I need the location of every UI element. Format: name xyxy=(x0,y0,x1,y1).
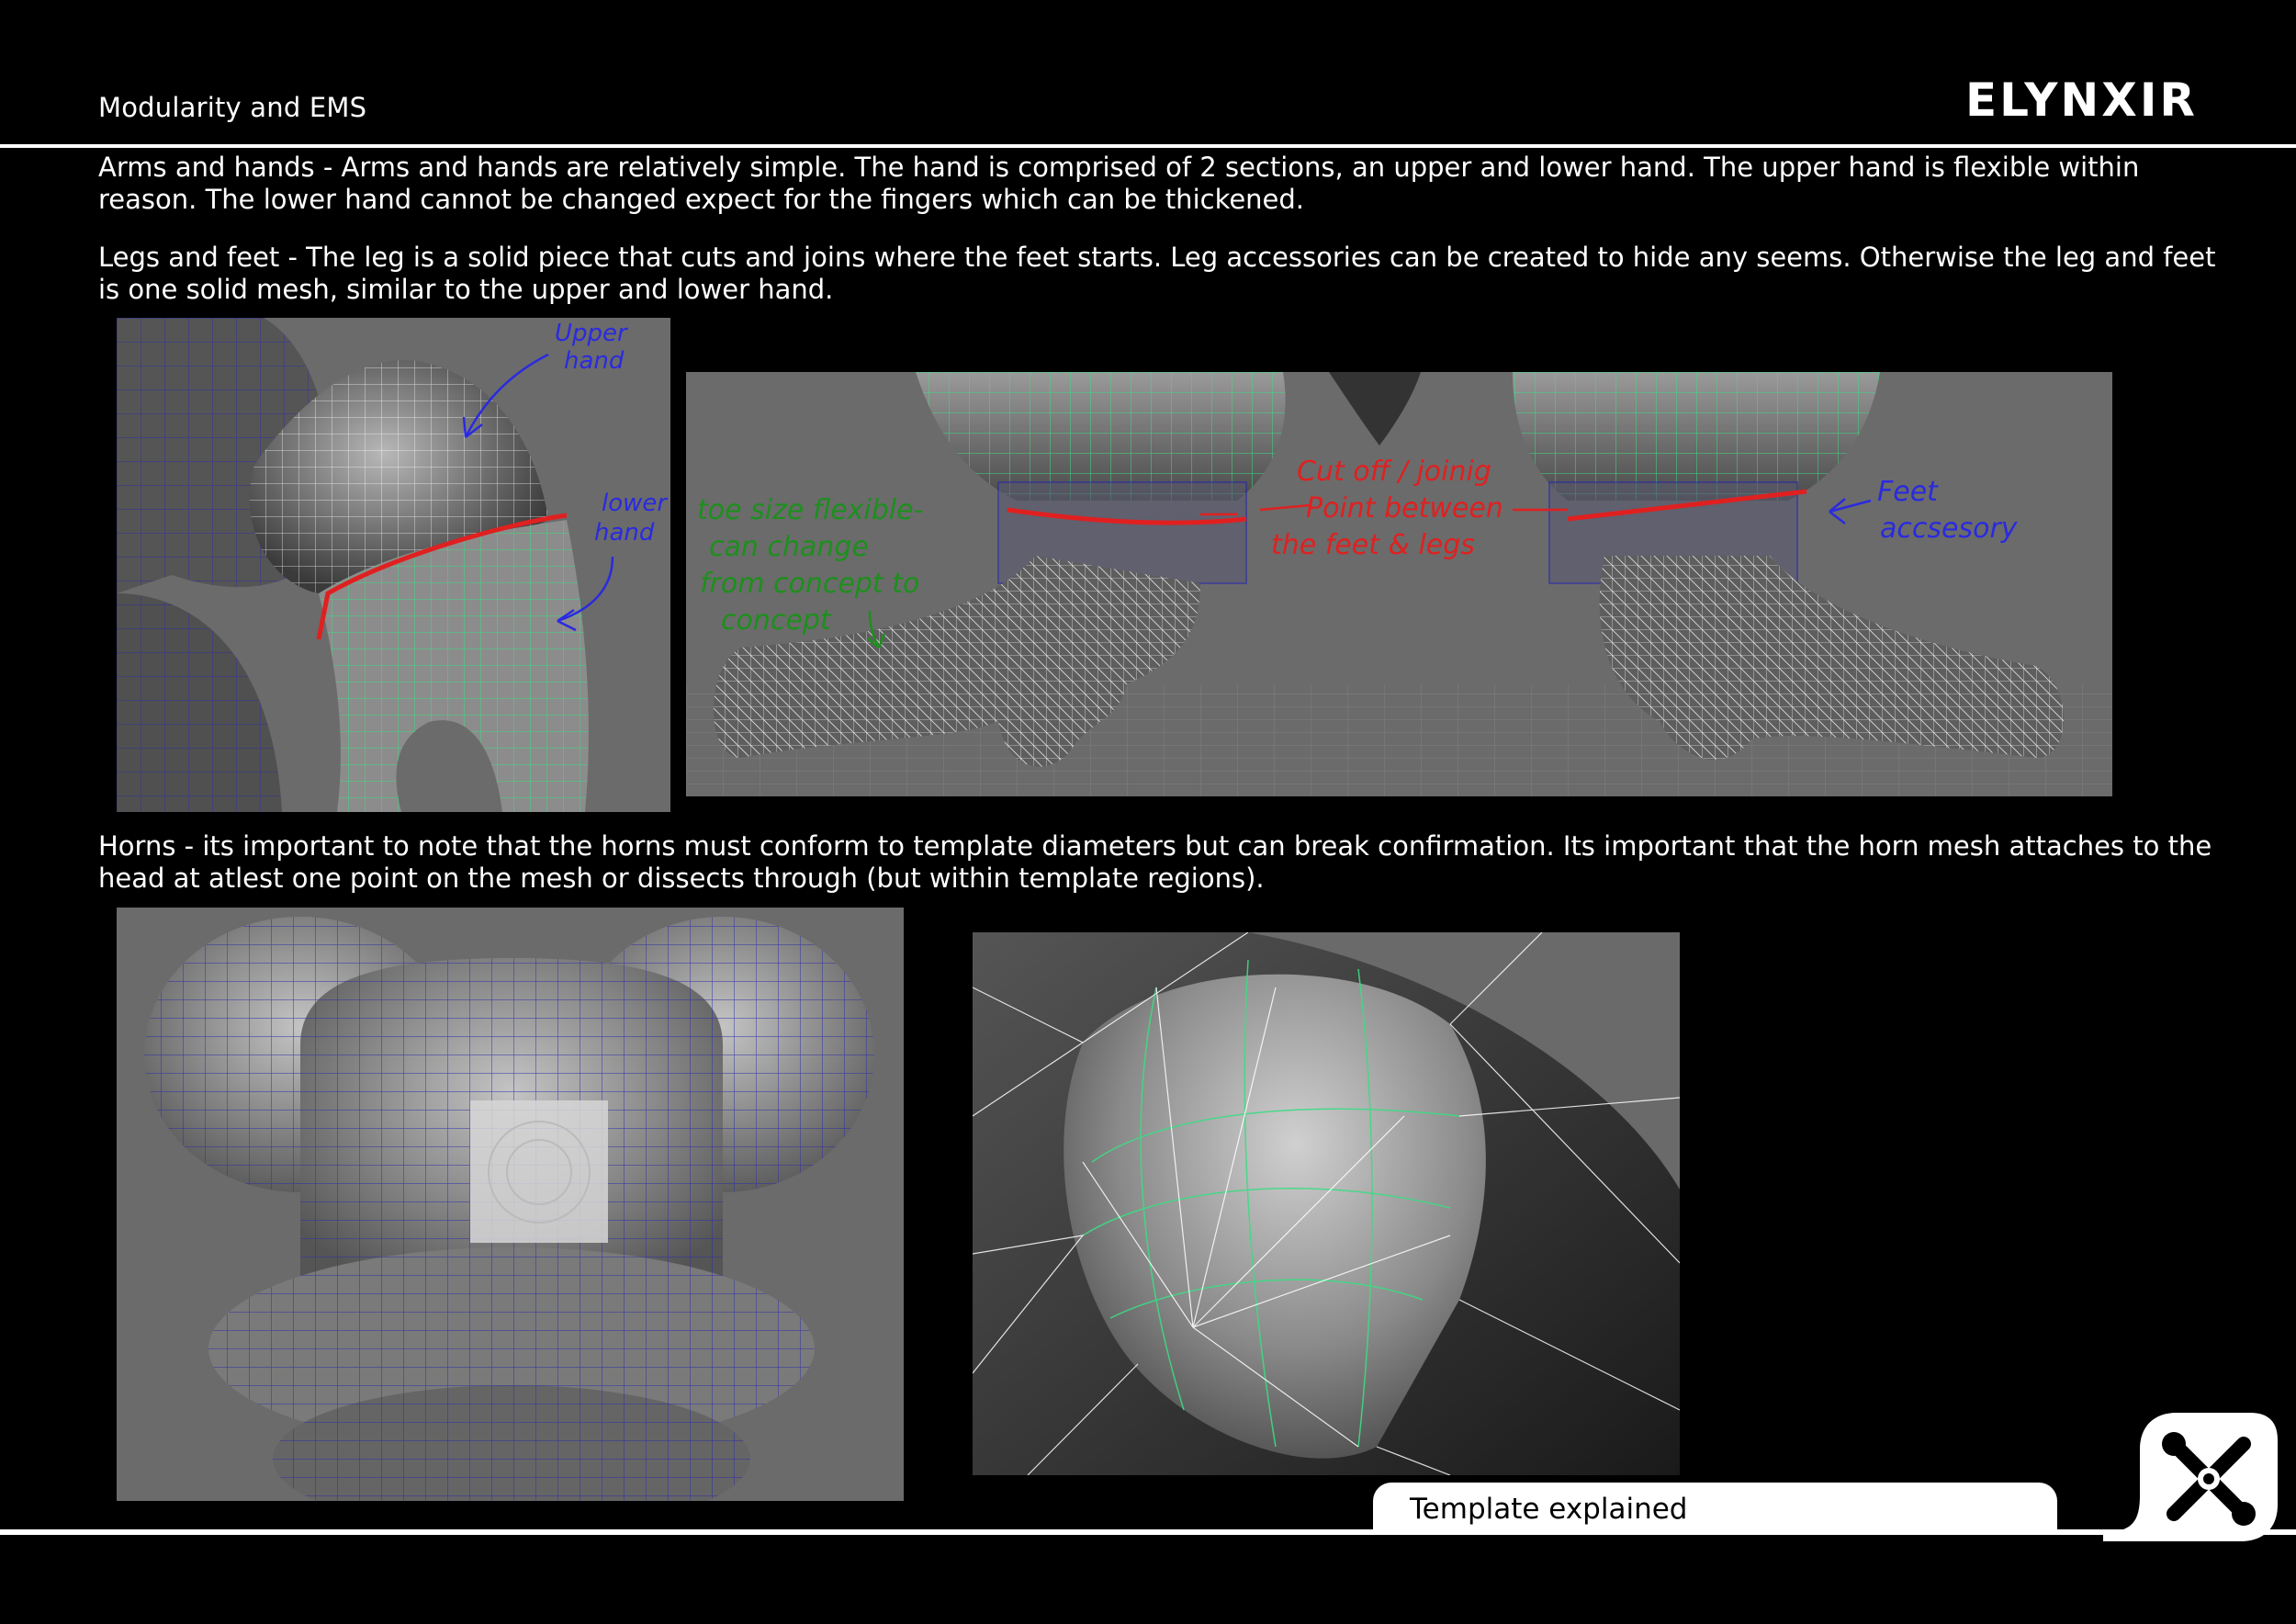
annot-lower-2: hand xyxy=(594,519,655,547)
annot-lower-1: lower xyxy=(602,490,668,517)
hand-wireframe-image xyxy=(117,318,670,812)
annot-cut-1: Cut off / joinig xyxy=(1297,456,1491,488)
feet-wireframe-image xyxy=(686,372,2112,796)
annot-feet-2: accsesory xyxy=(1880,513,2018,545)
horn-wireframe-image xyxy=(973,932,1680,1475)
page-title: Modularity and EMS xyxy=(98,92,367,123)
logo-text: ELYNXIR xyxy=(1965,75,2198,121)
footer-label: Template explained xyxy=(1410,1493,1688,1526)
paragraph-arms-hands: Arms and hands - Arms and hands are relatively simple. The hand is comprised of 2 sections, an upper and lower hand. The upper hand is flexible within reason. The lower hand cannot be changed expect for the fingers which can be thickened. xyxy=(98,152,2140,215)
annot-toe-4: concept xyxy=(721,604,831,637)
paragraph-horns: Horns - its important to note that the horns must conform to template diameters but can break confirmation. Its important that the horn mesh attaches to the head at atlest one point on the mesh or dissects through (but within template regions). xyxy=(98,830,2212,894)
annot-feet-1: Feet xyxy=(1877,476,1938,508)
elynxir-logo xyxy=(1965,75,2252,121)
annot-toe-2: can change xyxy=(709,531,869,563)
annot-toe-3: from concept to xyxy=(700,568,920,600)
header-divider xyxy=(0,144,2296,148)
annot-cut-3: the feet & legs xyxy=(1271,529,1475,561)
head-wireframe-image xyxy=(117,908,904,1501)
annot-cut-2: Point between xyxy=(1306,492,1503,524)
annot-upper-1: Upper xyxy=(555,320,627,347)
x-badge-icon xyxy=(2103,1413,2278,1541)
paragraph-legs-feet: Legs and feet - The leg is a solid piece that cuts and joins where the feet starts. Leg accessories can be created to hide any seems. Otherwise the leg and feet is one solid mesh, similar to the upper and lower hand. xyxy=(98,242,2216,305)
annot-upper-2: hand xyxy=(564,347,625,375)
annot-toe-1: toe size flexible- xyxy=(697,494,924,526)
